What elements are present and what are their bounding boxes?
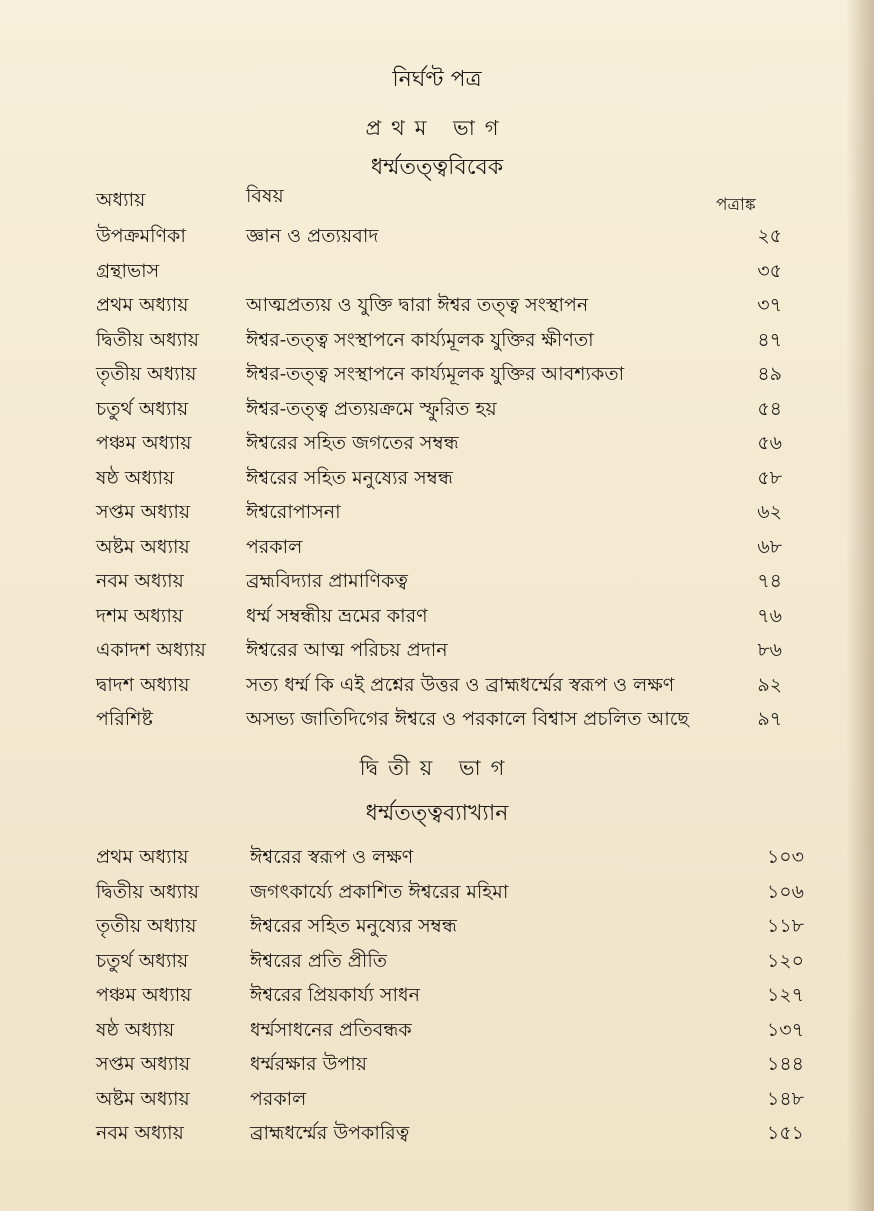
toc-subject: ঈশ্বরের আত্ম পরিচয় প্রদান <box>246 639 448 661</box>
toc-page-number: ৩৭ <box>757 294 782 316</box>
toc-page-number: ১০৩ <box>766 846 804 868</box>
toc-subject: ঈশ্বরের প্রতি প্রীতি <box>250 949 388 972</box>
toc-subject: ঈশ্বর-তত্ত্ব সংস্থাপনে কার্য্যমূলক যুক্তির আবশ্যকতা <box>246 363 625 385</box>
toc-row <box>0 636 874 668</box>
toc-subject: ব্রহ্মবিদ্যার প্রামাণিকত্ব <box>246 570 408 592</box>
toc-page-number: ১৪৮ <box>767 1087 804 1110</box>
toc-subject: জ্ঞান ও প্রত্যয়বাদ <box>246 225 379 247</box>
toc-row <box>0 567 874 599</box>
toc-page-number: ১১৮ <box>767 915 804 937</box>
toc-subject: ঈশ্বরের সহিত জগতের সম্বন্ধ <box>246 432 459 454</box>
toc-chapter: চতুর্থ অধ্যায় <box>96 949 189 972</box>
toc-page-number: ৬৮ <box>757 535 782 558</box>
toc-chapter: সপ্তম অধ্যায় <box>96 501 191 523</box>
toc-row <box>0 533 874 565</box>
toc-row <box>0 705 874 737</box>
toc-chapter: পঞ্চম অধ্যায় <box>96 432 192 454</box>
toc-chapter: তৃতীয় অধ্যায় <box>96 915 197 937</box>
toc-chapter: অষ্টম অধ্যায় <box>96 535 190 558</box>
toc-subject: ঈশ্বর-তত্ত্ব প্রত্যয়ক্রমে স্ফুরিত হয় <box>246 397 497 420</box>
toc-subject: ঈশ্বরের স্বরূপ ও লক্ষণ <box>250 846 414 868</box>
column-header-subject: বিষয় <box>246 185 284 207</box>
toc-subject: ঈশ্বরের প্রিয়কার্য্য সাধন <box>250 984 420 1006</box>
toc-chapter: দ্বাদশ অধ্যায় <box>96 673 190 696</box>
toc-subject: অসভ্য জাতিদিগের ঈশ্বরে ও পরকালে বিশ্বাস প্রচলিত আছে <box>246 708 689 730</box>
part1-heading: প্রথম ভাগ <box>365 116 509 140</box>
column-header-chapter: অধ্যায় <box>96 189 146 211</box>
toc-page-number: ৪৯ <box>757 363 782 385</box>
toc-page-number: ৫৮ <box>757 466 782 489</box>
toc-row <box>0 947 874 979</box>
toc-chapter: গ্রন্থাভাস <box>96 259 160 282</box>
toc-chapter: তৃতীয় অধ্যায় <box>96 363 197 385</box>
toc-row <box>0 1119 874 1151</box>
toc-page-number: ৬২ <box>757 501 782 523</box>
toc-chapter: একাদশ অধ্যায় <box>96 639 206 661</box>
toc-chapter: উপক্রমণিকা <box>96 225 186 247</box>
toc-subject: ঈশ্বরের সহিত মনুষ্যের সম্বন্ধ <box>246 466 453 489</box>
toc-page-number: ৫৪ <box>757 397 782 420</box>
toc-chapter: ষষ্ঠ অধ্যায় <box>96 466 175 489</box>
toc-chapter: পরিশিষ্ট <box>96 708 153 730</box>
toc-page-number: ১৩৭ <box>766 1018 804 1041</box>
toc-page-number: ২৫ <box>757 225 782 247</box>
toc-chapter: দশম অধ্যায় <box>96 604 184 627</box>
toc-page-number: ৩৫ <box>757 259 782 282</box>
toc-row <box>0 257 874 289</box>
toc-page-number: ৪৭ <box>757 328 782 351</box>
toc-page-number: ১২০ <box>766 949 804 972</box>
toc-subject: পরকাল <box>250 1087 307 1110</box>
toc-subject: ঈশ্বরোপাসনা <box>246 501 341 523</box>
toc-row <box>0 1016 874 1048</box>
toc-row <box>0 843 874 875</box>
toc-row <box>0 429 874 461</box>
toc-page-number: ৯৭ <box>757 708 782 730</box>
toc-page-number: ৮৬ <box>757 639 782 661</box>
toc-chapter: প্রথম অধ্যায় <box>96 846 189 868</box>
part2-subheading: ধর্ম্মতত্ত্বব্যাখ্যান <box>365 801 509 826</box>
toc-subject: আত্মপ্রত্যয় ও যুক্তি দ্বারা ঈশ্বর তত্ত্ব সংস্থাপন <box>246 294 589 316</box>
toc-subject: ঈশ্বর-তত্ত্ব সংস্থাপনে কার্য্যমূলক যুক্তির ক্ষীণতা <box>246 328 594 351</box>
toc-chapter: সপ্তম অধ্যায় <box>96 1053 191 1075</box>
toc-page-number: ৫৬ <box>757 432 782 454</box>
toc-row <box>0 878 874 910</box>
toc-subject: সত্য ধর্ম্ম কি এই প্রশ্নের উত্তর ও ব্রাহ্মধর্ম্মের স্বরূপ ও লক্ষণ <box>246 673 675 696</box>
toc-subject: ধর্ম্ম সম্বন্ধীয় ভ্রমের কারণ <box>246 604 428 627</box>
toc-chapter: প্রথম অধ্যায় <box>96 294 189 316</box>
toc-page-number: ১৫১ <box>767 1122 804 1144</box>
toc-subject: ধর্ম্মরক্ষার উপায় <box>250 1053 368 1075</box>
column-header-page: পত্রাঙ্ক <box>716 195 756 215</box>
toc-chapter: নবম অধ্যায় <box>96 570 184 592</box>
toc-subject: পরকাল <box>246 535 303 558</box>
toc-chapter: দ্বিতীয় অধ্যায় <box>96 328 199 351</box>
toc-subject: ধর্ম্মসাধনের প্রতিবন্ধক <box>250 1018 412 1041</box>
toc-chapter: পঞ্চম অধ্যায় <box>96 984 192 1006</box>
toc-subject: ব্রাহ্মধর্ম্মের উপকারিত্ব <box>250 1122 410 1144</box>
toc-page-number: ৭৪ <box>757 570 782 592</box>
toc-chapter: অষ্টম অধ্যায় <box>96 1087 190 1110</box>
toc-row <box>0 1085 874 1117</box>
toc-row <box>0 1050 874 1082</box>
toc-page-number: ৭৬ <box>757 604 782 627</box>
toc-row <box>0 671 874 703</box>
toc-page-number: ১০৬ <box>766 880 804 903</box>
toc-chapter: ষষ্ঠ অধ্যায় <box>96 1018 175 1041</box>
toc-row <box>0 602 874 634</box>
toc-chapter: নবম অধ্যায় <box>96 1122 184 1144</box>
toc-row <box>0 498 874 530</box>
toc-row <box>0 395 874 427</box>
part1-subheading: ধর্ম্মতত্ত্ববিবেক <box>370 155 504 180</box>
toc-page-number: ১৪৪ <box>767 1053 804 1075</box>
toc-subject: জগৎকার্য্যে প্রকাশিত ঈশ্বরের মহিমা <box>250 880 509 903</box>
toc-chapter: চতুর্থ অধ্যায় <box>96 397 189 420</box>
toc-row <box>0 981 874 1013</box>
toc-page-number: ১২৭ <box>766 984 804 1006</box>
toc-row <box>0 222 874 254</box>
toc-row <box>0 912 874 944</box>
toc-chapter: দ্বিতীয় অধ্যায় <box>96 880 199 903</box>
part2-heading: দ্বিতীয় ভাগ <box>359 756 515 780</box>
toc-row <box>0 360 874 392</box>
toc-row <box>0 291 874 323</box>
toc-row <box>0 326 874 358</box>
toc-row <box>0 464 874 496</box>
page-title: নির্ঘণ্ট পত্র <box>392 67 482 92</box>
toc-page-number: ৯২ <box>757 673 782 696</box>
toc-subject: ঈশ্বরের সহিত মনুষ্যের সম্বন্ধ <box>250 915 457 937</box>
